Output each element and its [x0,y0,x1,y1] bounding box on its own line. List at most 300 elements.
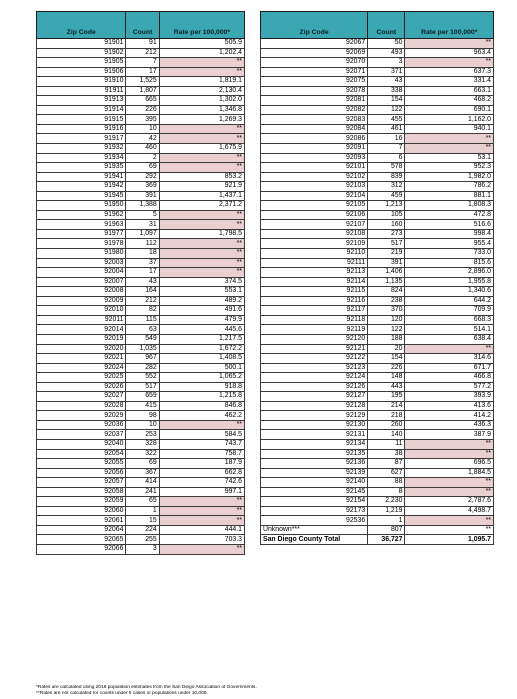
zip-code-cell: 92004 [37,268,126,278]
count-cell: 10 [126,124,159,134]
count-cell: 7 [126,58,159,68]
rate-cell: 53.1 [405,153,494,163]
zip-code-cell: 91914 [37,105,126,115]
rate-cell: 314.6 [405,354,494,364]
table-row [37,544,245,554]
count-cell: 212 [126,296,159,306]
count-cell: 839 [368,172,405,182]
table-row [37,229,245,239]
zip-code-cell: 92086 [261,134,368,144]
table-row [261,287,494,297]
rate-cell: ** [159,268,244,278]
table-row [37,306,245,316]
table-row [37,134,245,144]
zip-code-cell: 92082 [261,105,368,115]
zip-code-cell: 92020 [37,344,126,354]
count-cell: 455 [368,115,405,125]
table-row [261,172,494,182]
count-cell: 659 [126,392,159,402]
rate-cell: ** [159,210,244,220]
zip-code-cell: 92081 [261,96,368,106]
rate-cell: 553.1 [159,287,244,297]
table-row [261,439,494,449]
rate-cell: 1,675.9 [159,144,244,154]
zip-code-cell: 91917 [37,134,126,144]
rate-cell: 466.8 [405,373,494,383]
table-row [37,373,245,383]
count-cell: 160 [368,220,405,230]
count-cell: 395 [126,115,159,125]
count-cell: 415 [126,401,159,411]
rate-cell: ** [405,58,494,68]
table-row [37,268,245,278]
count-cell: 322 [126,449,159,459]
count-cell: 461 [368,124,405,134]
zip-code-cell: 92140 [261,478,368,488]
count-cell: 967 [126,354,159,364]
zip-code-cell: 92136 [261,459,368,469]
table-row [37,201,245,211]
zip-code-cell: 92066 [37,544,126,554]
table-row [261,201,494,211]
table-row [37,182,245,192]
zip-code-cell: 92123 [261,363,368,373]
table-row [261,239,494,249]
rate-cell: ** [405,144,494,154]
zip-code-cell: 92118 [261,315,368,325]
table-row [37,535,245,545]
zip-code-cell: 92026 [37,382,126,392]
zip-code-cell: San Diego County Total [261,535,368,545]
table-row [37,296,245,306]
unknown-zip-row [261,525,494,535]
table-row [261,182,494,192]
count-cell: 36,727 [368,535,405,545]
count-cell: 69 [126,459,159,469]
zip-code-cell: 92091 [261,144,368,154]
rate-cell: 514.1 [405,325,494,335]
count-cell: 6 [368,153,405,163]
table-row [261,249,494,259]
zip-code-cell: 91901 [37,39,126,49]
table-row [37,48,245,58]
count-cell: 43 [368,77,405,87]
table-row [37,77,245,87]
count-cell: 69 [126,163,159,173]
right-table-body [261,39,494,545]
count-cell: 273 [368,229,405,239]
table-row [261,487,494,497]
rate-cell: 436.3 [405,420,494,430]
rate-cell: 516.6 [405,220,494,230]
count-cell: 260 [368,420,405,430]
count-cell: 578 [368,163,405,173]
count-cell: 367 [126,468,159,478]
count-cell: 338 [368,86,405,96]
count-cell: 164 [126,287,159,297]
count-cell: 7 [368,144,405,154]
table-row [37,468,245,478]
rate-cell: 963.4 [405,48,494,58]
count-cell: 414 [126,478,159,488]
zip-code-cell: 92024 [37,363,126,373]
count-cell: 2,230 [368,497,405,507]
table-row [37,334,245,344]
table-row [261,449,494,459]
rate-cell: ** [405,134,494,144]
table-row [261,210,494,220]
count-cell: 627 [368,468,405,478]
rate-cell: 786.2 [405,182,494,192]
rate-cell: 921.9 [159,182,244,192]
rate-cell: 703.3 [159,535,244,545]
zip-code-cell: 92101 [261,163,368,173]
rate-cell: ** [159,544,244,554]
table-row [261,459,494,469]
count-cell: 369 [126,182,159,192]
rate-cell: 644.2 [405,296,494,306]
zip-code-cell: 92060 [37,506,126,516]
count-cell: 195 [368,392,405,402]
rate-cell: 4,498.7 [405,506,494,516]
rate-cell: 393.9 [405,392,494,402]
zip-code-cell: 92027 [37,392,126,402]
count-cell: 3 [126,544,159,554]
table-row [261,468,494,478]
table-row [261,268,494,278]
table-row [37,497,245,507]
zip-code-cell: 92070 [261,58,368,68]
table-row [37,325,245,335]
left-zip-table [36,11,245,555]
rate-cell: 1,215.8 [159,392,244,402]
table-row [37,86,245,96]
rate-cell: 331.4 [405,77,494,87]
rate-cell: 881.1 [405,191,494,201]
rate-cell: ** [405,487,494,497]
zip-code-header: Zip Code [261,12,368,39]
rate-cell: 462.2 [159,411,244,421]
rate-cell: 1,202.4 [159,48,244,58]
zip-code-cell: 92037 [37,430,126,440]
rate-cell: ** [159,420,244,430]
rate-cell: 1,982.0 [405,172,494,182]
table-row [261,220,494,230]
table-row [37,144,245,154]
count-cell: 1,388 [126,201,159,211]
rate-header: Rate per 100,000* [159,12,244,39]
zip-code-cell: 92117 [261,306,368,316]
table-row [261,258,494,268]
zip-code-cell: 91978 [37,239,126,249]
rate-cell: ** [159,506,244,516]
table-row [261,58,494,68]
table-row [261,144,494,154]
count-cell: 238 [368,296,405,306]
count-cell: 65 [126,497,159,507]
county-total-row [261,535,494,545]
zip-code-cell: 92065 [37,535,126,545]
count-cell: 226 [126,105,159,115]
left-table-body [37,39,245,555]
rate-cell: 2,130.4 [159,86,244,96]
rate-cell: ** [405,39,494,49]
zip-code-cell: 92127 [261,392,368,402]
count-cell: 154 [368,354,405,364]
table-row [37,58,245,68]
count-cell: 87 [368,459,405,469]
rate-cell: ** [159,153,244,163]
zip-code-cell: 92028 [37,401,126,411]
rate-cell: 414.2 [405,411,494,421]
rate-cell: 374.5 [159,277,244,287]
count-cell: 63 [126,325,159,335]
zip-code-cell: 92014 [37,325,126,335]
count-cell: 105 [368,210,405,220]
count-header: Count [126,12,159,39]
table-row [37,363,245,373]
zip-code-cell: 92109 [261,239,368,249]
table-row [261,411,494,421]
zip-code-cell: 92058 [37,487,126,497]
zip-code-cell: 92069 [261,48,368,58]
count-cell: 1 [368,516,405,526]
rate-cell: 853.2 [159,172,244,182]
count-cell: 1,406 [368,268,405,278]
zip-code-cell: 92084 [261,124,368,134]
count-cell: 18 [126,249,159,259]
zip-code-cell: 92040 [37,439,126,449]
count-cell: 88 [368,478,405,488]
rate-cell: ** [405,478,494,488]
rate-cell: ** [405,525,494,535]
table-row [37,487,245,497]
rate-cell: ** [159,497,244,507]
table-row [37,344,245,354]
table-row [37,220,245,230]
table-row [37,506,245,516]
rate-cell: 1,819.1 [159,77,244,87]
table-row [37,39,245,49]
zip-code-header: Zip Code [37,12,126,39]
count-cell: 224 [126,525,159,535]
rate-cell: 1,217.5 [159,334,244,344]
table-row [261,153,494,163]
rate-cell: 952.3 [405,163,494,173]
table-row [261,354,494,364]
zip-code-cell: 92113 [261,268,368,278]
table-row [261,363,494,373]
zip-code-cell: 92078 [261,86,368,96]
count-cell: 1 [126,506,159,516]
count-cell: 10 [126,420,159,430]
count-cell: 824 [368,287,405,297]
rate-cell: ** [405,516,494,526]
table-row [261,334,494,344]
table-row [261,77,494,87]
zip-code-cell: 91910 [37,77,126,87]
table-row [261,506,494,516]
zip-code-cell: 92122 [261,354,368,364]
table-row [261,86,494,96]
count-cell: 226 [368,363,405,373]
table-row [261,124,494,134]
count-cell: 1,219 [368,506,405,516]
table-row [261,497,494,507]
table-row [37,277,245,287]
footnote-rates: *Rates are calculated using 2019 population estimates from the San Diego Association of Governments. [36,685,257,690]
rate-cell: 472.8 [405,210,494,220]
zip-code-cell: 92114 [261,277,368,287]
count-cell: 212 [126,48,159,58]
count-cell: 312 [368,182,405,192]
table-row [37,258,245,268]
footnotes [36,685,496,697]
zip-code-cell: 92007 [37,277,126,287]
table-row [37,525,245,535]
rate-cell: 1,095.7 [405,535,494,545]
rate-cell: 1,808.3 [405,201,494,211]
zip-code-cell: 92102 [261,172,368,182]
rate-cell: ** [159,220,244,230]
rate-cell: 742.6 [159,478,244,488]
count-cell: 115 [126,315,159,325]
table-row [261,306,494,316]
count-cell: 82 [126,306,159,316]
count-cell: 20 [368,344,405,354]
zip-code-cell: 92130 [261,420,368,430]
count-cell: 17 [126,268,159,278]
rate-cell: 1,269.3 [159,115,244,125]
zip-code-cell: 92107 [261,220,368,230]
rate-cell: 998.4 [405,229,494,239]
rate-cell: 696.5 [405,459,494,469]
table-row [261,191,494,201]
zip-code-cell: 92093 [261,153,368,163]
zip-code-cell: 92103 [261,182,368,192]
rate-cell: 662.8 [159,468,244,478]
rate-cell: ** [159,58,244,68]
count-cell: 549 [126,334,159,344]
table-row [261,134,494,144]
count-cell: 140 [368,430,405,440]
count-cell: 460 [126,144,159,154]
zip-code-cell: 91932 [37,144,126,154]
count-cell: 391 [368,258,405,268]
table-row [261,277,494,287]
zip-code-cell: 92108 [261,229,368,239]
zip-code-cell: 92021 [37,354,126,364]
count-cell: 122 [368,325,405,335]
count-cell: 122 [368,105,405,115]
count-cell: 2 [126,153,159,163]
zip-code-cell: 91905 [37,58,126,68]
zip-code-cell: 91913 [37,96,126,106]
count-cell: 443 [368,382,405,392]
zip-code-cell: 92115 [261,287,368,297]
table-row [261,48,494,58]
table-row [37,124,245,134]
rate-cell: 2,896.0 [405,268,494,278]
rate-cell: 758.7 [159,449,244,459]
count-cell: 370 [368,306,405,316]
rate-cell: 1,884.5 [405,468,494,478]
count-header: Count [368,12,405,39]
zip-code-cell: 92145 [261,487,368,497]
zip-code-cell: 92059 [37,497,126,507]
zip-code-cell: 92129 [261,411,368,421]
rate-cell: ** [405,439,494,449]
rate-cell: ** [405,449,494,459]
zip-code-cell: 91977 [37,229,126,239]
table-row [261,382,494,392]
count-cell: 517 [126,382,159,392]
rate-cell: 2,787.6 [405,497,494,507]
count-cell: 218 [368,411,405,421]
rate-cell: 997.1 [159,487,244,497]
rate-cell: ** [159,258,244,268]
rate-cell: ** [159,124,244,134]
rate-cell: 668.3 [405,315,494,325]
right-zip-table [260,11,494,545]
zip-code-cell: 92124 [261,373,368,383]
count-cell: 517 [368,239,405,249]
table-row [37,392,245,402]
table-row [37,172,245,182]
table-row [37,315,245,325]
rate-cell: 1,672.2 [159,344,244,354]
rate-cell: 468.2 [405,96,494,106]
count-cell: 219 [368,249,405,259]
zip-code-cell: 92025 [37,373,126,383]
table-row [37,105,245,115]
rate-cell: 671.7 [405,363,494,373]
zip-code-cell: 92154 [261,497,368,507]
header-row [261,12,494,39]
rate-cell: 1,340.6 [405,287,494,297]
zip-code-cell: 91935 [37,163,126,173]
rate-cell: 1,955.8 [405,277,494,287]
table-row [37,420,245,430]
count-cell: 665 [126,96,159,106]
rate-cell: 1,302.0 [159,96,244,106]
rate-cell: 1,346.8 [159,105,244,115]
zip-code-cell: 92139 [261,468,368,478]
zip-code-cell: 91902 [37,48,126,58]
count-cell: 1,135 [368,277,405,287]
table-row [37,459,245,469]
rate-cell: 479.9 [159,315,244,325]
rate-cell: 2,371.2 [159,201,244,211]
rate-cell: 413.6 [405,401,494,411]
zip-code-cell: 92019 [37,334,126,344]
zip-code-cell: 92008 [37,287,126,297]
count-cell: 148 [368,373,405,383]
rate-cell: ** [159,67,244,77]
zip-code-cell: 92105 [261,201,368,211]
table-row [261,516,494,526]
zip-code-cell: 92116 [261,296,368,306]
rate-cell: 733.0 [405,249,494,259]
rate-cell: 187.9 [159,459,244,469]
count-cell: 8 [368,487,405,497]
table-row [37,478,245,488]
rate-cell: 491.6 [159,306,244,316]
count-cell: 807 [368,525,405,535]
table-row [261,105,494,115]
zip-code-cell: 92029 [37,411,126,421]
table-row [261,315,494,325]
